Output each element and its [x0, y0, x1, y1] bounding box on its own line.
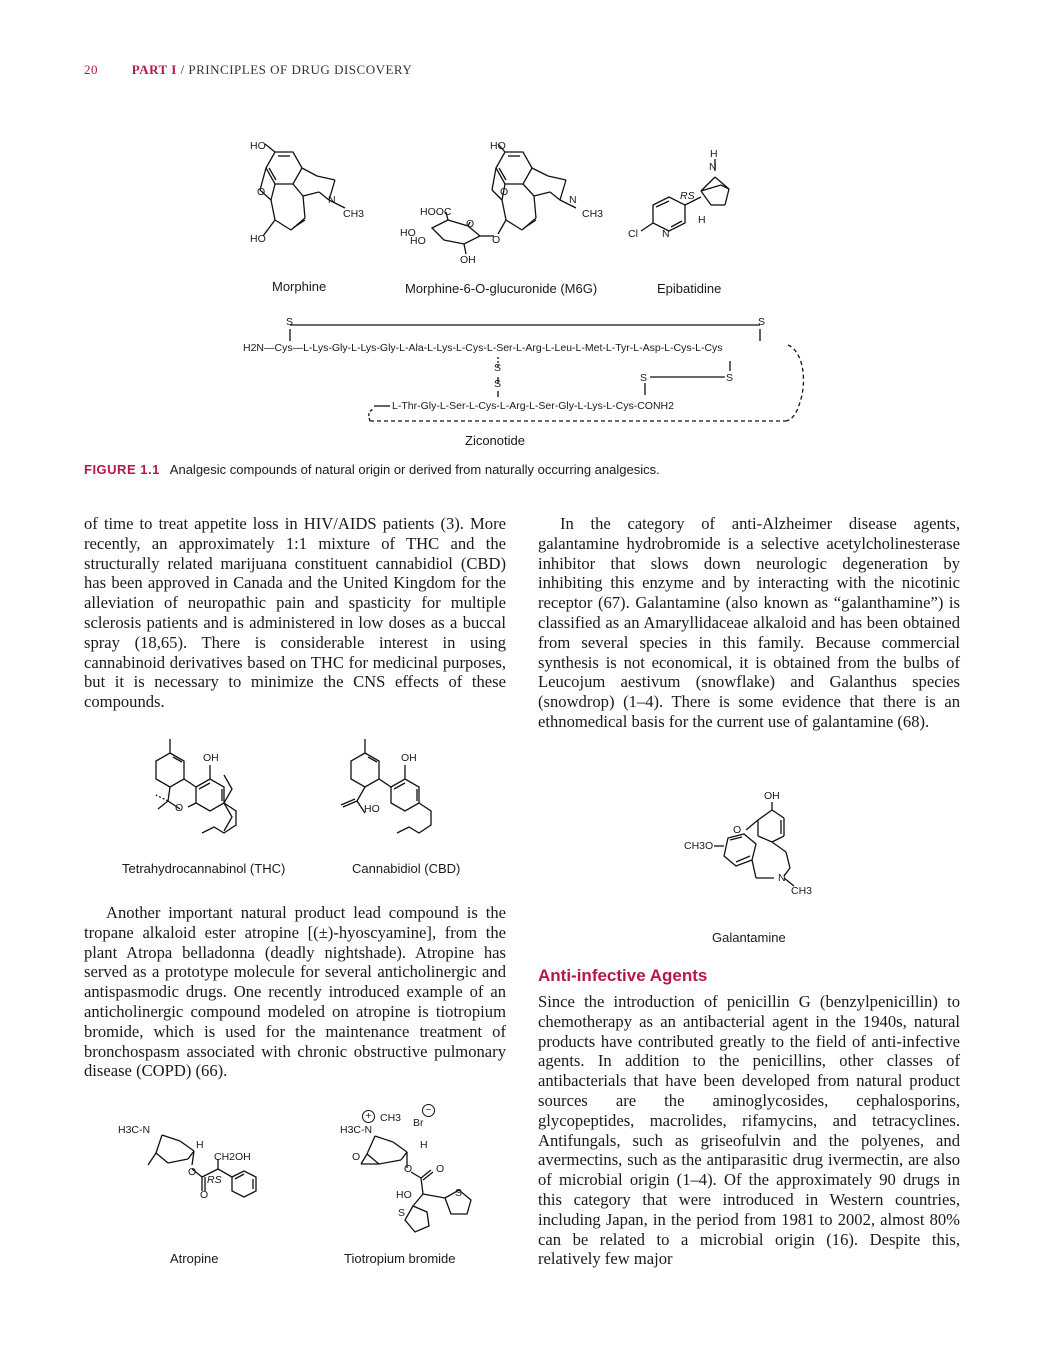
zic-s-3: S — [494, 362, 502, 374]
m6g-structure — [410, 140, 610, 260]
m6g-link-o: O — [492, 234, 501, 246]
epibatidine-label: Epibatidine — [657, 281, 722, 296]
zic-s-2: S — [758, 316, 766, 328]
cbd-label: Cannabidiol (CBD) — [352, 861, 461, 876]
morphine-ho-bottom: HO — [250, 233, 266, 245]
m6g-ch3: CH3 — [582, 208, 604, 220]
zic-s-5: S — [640, 372, 648, 384]
left-para-2-text: Another important natural product lead compound is the tropane alkaloid ester atropine [(±)-hyoscyamine], from the plant Atropa belladonna (deadly nightshade). Atropine has served as a prototype molecule for several anticholinergic and antispasmodic drugs. One recently introduced example of an anticholinergic compound modeled on atropine is tiotropium bromide, which is used for the maintenance treatment of bronchospasm associated with chronic obstructive pulmonary disease (COPD) (66). — [84, 903, 506, 1081]
header-title: / PRINCIPLES OF DRUG DISCOVERY — [180, 62, 413, 77]
tiotropium-label: Tiotropium bromide — [344, 1251, 456, 1266]
atropine-o2: O — [200, 1189, 209, 1201]
tiotropium-s2: S — [398, 1207, 406, 1219]
tiotropium-h: H — [420, 1139, 428, 1151]
tiotropium-ch3: CH3 — [380, 1112, 402, 1124]
right-para-1 — [538, 514, 960, 732]
zic-line-2: L-Thr-Gly-L-Ser-L-Cys-L-Arg-L-Ser-Gly-L-Lys-L-Cys-CONH2 — [392, 400, 674, 412]
zic-s-1: S — [286, 316, 294, 328]
m6g-label: Morphine-6-O-glucuronide (M6G) — [405, 281, 598, 296]
m6g-oh: OH — [460, 254, 476, 266]
galantamine-o: O — [733, 824, 742, 836]
galantamine-n: N — [778, 872, 786, 884]
thc-o: O — [175, 802, 184, 814]
cbd-ho: HO — [364, 803, 380, 815]
left-para-1-text: of time to treat appetite loss in HIV/AIDS patients (3). More recently, an approximately 1:1 mixture of THC and the structurally related marijuana constituent cannabidiol (CBD) has been approved in Canada and the United Kingdom for the alleviation of neuropathic pain and spasticity for multiple sclerosis patients and is administered in low doses as a buccal spray (18,65). There is considerable interest in using cannabinoid derivatives based on THC for medicinal purposes, but it is necessary to minimize the CNS effects of these compounds. — [84, 514, 506, 712]
figure-label: FIGURE 1.1 — [84, 462, 160, 477]
morphine-n: N — [328, 194, 336, 206]
tiotropium-ho: HO — [396, 1189, 412, 1201]
tiotropium-br: Br — [413, 1117, 424, 1129]
m6g-ho-1: HO — [400, 227, 416, 239]
galantamine-ch3o: CH3O — [684, 840, 714, 852]
epi-h-top: H — [710, 148, 718, 160]
morphine-ho-top: HO — [250, 140, 266, 152]
atropine-h: H — [196, 1139, 204, 1151]
tiotropium-o2: O — [436, 1163, 445, 1175]
morphine-o: O — [257, 186, 266, 198]
m6g-o: O — [500, 186, 509, 198]
atropine-o: O — [188, 1166, 197, 1178]
tiotropium-h3cn: H3C-N — [340, 1124, 373, 1136]
left-para-1 — [84, 514, 506, 712]
thc-label: Tetrahydrocannabinol (THC) — [122, 861, 286, 876]
tiotropium-s1: S — [455, 1187, 463, 1199]
galantamine-ch3: CH3 — [791, 885, 813, 897]
epi-h: H — [698, 214, 706, 226]
page-number: 20 — [84, 62, 98, 77]
zic-s-6: S — [726, 372, 734, 384]
epi-cl: Cl — [628, 228, 638, 240]
part-label: PART I — [131, 62, 177, 77]
atropine-rs: RS — [207, 1174, 222, 1186]
right-para-2-text: Since the introduction of penicillin G (benzylpenicillin) to chemotherapy as an antibacterial agent in the 1940s, natural products have contributed greatly to the field of anti-infective agents. In addition to the penicillins, other classes of antibacterials that have been developed from natural product sources are the aminoglycosides, cephalosporins, glycopeptides, macrolides, rifamycins, and tetracyclines. Antifungals, such as griseofulvin and the polyenes, and avermectins, such as the antiparasitic drug ivermectin, are also of microbial origin (1–4). Of the approximately 90 drugs in this category that were introduced in Western countries, including Japan, in the period from 1981 to 2002, almost 80% can be related to a microbial origin (16). Despite this, relatively few major — [538, 992, 960, 1269]
atropine-label: Atropine — [170, 1251, 219, 1266]
galantamine-label: Galantamine — [712, 930, 786, 945]
tiotropium-minus: − — [422, 1104, 435, 1117]
right-para-1-text: In the category of anti-Alzheimer disease agents, galantamine hydrobromide is a selective acetylcholinesterase inhibitor that slows down neurologic degeneration by inhibiting this enzyme and by interacting with the nicotinic receptor (67). Galantamine (also known as “galanthamine”) is classified as an Amaryllidaceae alkaloid and has been obtained from several species in this family. Because commercial synthesis is not economical, it is obtained from the bulbs of Leucojum aestivum (snowflake) and Galanthus species (snowdrop) (1–4). There is some evidence that there is an ethnomedical basis for the current use of galantamine (68). — [538, 514, 960, 731]
cbd-structure — [335, 735, 475, 840]
cbd-oh: OH — [401, 752, 417, 764]
epi-ring-n: N — [662, 228, 670, 240]
galantamine-structure — [700, 790, 820, 900]
figure-caption-text: Analgesic compounds of natural origin or derived from naturally occurring analgesics. — [169, 462, 660, 477]
running-header — [84, 62, 412, 78]
section-heading: Anti-infective Agents — [538, 966, 708, 985]
morphine-label: Morphine — [272, 279, 327, 294]
zic-line-1: H2N—Cys—L-Lys-Gly-L-Lys-Gly-L-Ala-L-Lys-L-Cys-L-Ser-L-Arg-L-Leu-L-Met-L-Tyr-L-Asp-L-Cys-L-Cys — [243, 342, 723, 354]
right-para-2 — [538, 992, 960, 1269]
zic-s-4: S — [494, 378, 502, 390]
left-para-2 — [84, 903, 506, 1081]
atropine-ch2oh: CH2OH — [214, 1151, 251, 1163]
ziconotide-label: Ziconotide — [465, 433, 525, 448]
thc-oh: OH — [203, 752, 219, 764]
figure-caption — [84, 462, 660, 477]
tiotropium-plus: + — [362, 1110, 375, 1123]
m6g-hooc: HOOC — [420, 206, 452, 218]
m6g-n: N — [569, 194, 577, 206]
tiotropium-o: O — [404, 1163, 413, 1175]
m6g-ring-o: O — [466, 218, 475, 230]
atropine-structure — [140, 1125, 275, 1215]
atropine-h3cn: H3C-N — [118, 1124, 151, 1136]
morphine-ch3: CH3 — [343, 208, 365, 220]
epi-rs: RS — [680, 190, 695, 202]
tiotropium-epoxide-o: O — [352, 1151, 361, 1163]
galantamine-oh: OH — [764, 790, 780, 802]
m6g-ho-2: HO — [410, 235, 426, 247]
epi-n: N — [709, 161, 717, 173]
thc-structure — [140, 735, 280, 840]
m6g-ho: HO — [490, 140, 506, 152]
